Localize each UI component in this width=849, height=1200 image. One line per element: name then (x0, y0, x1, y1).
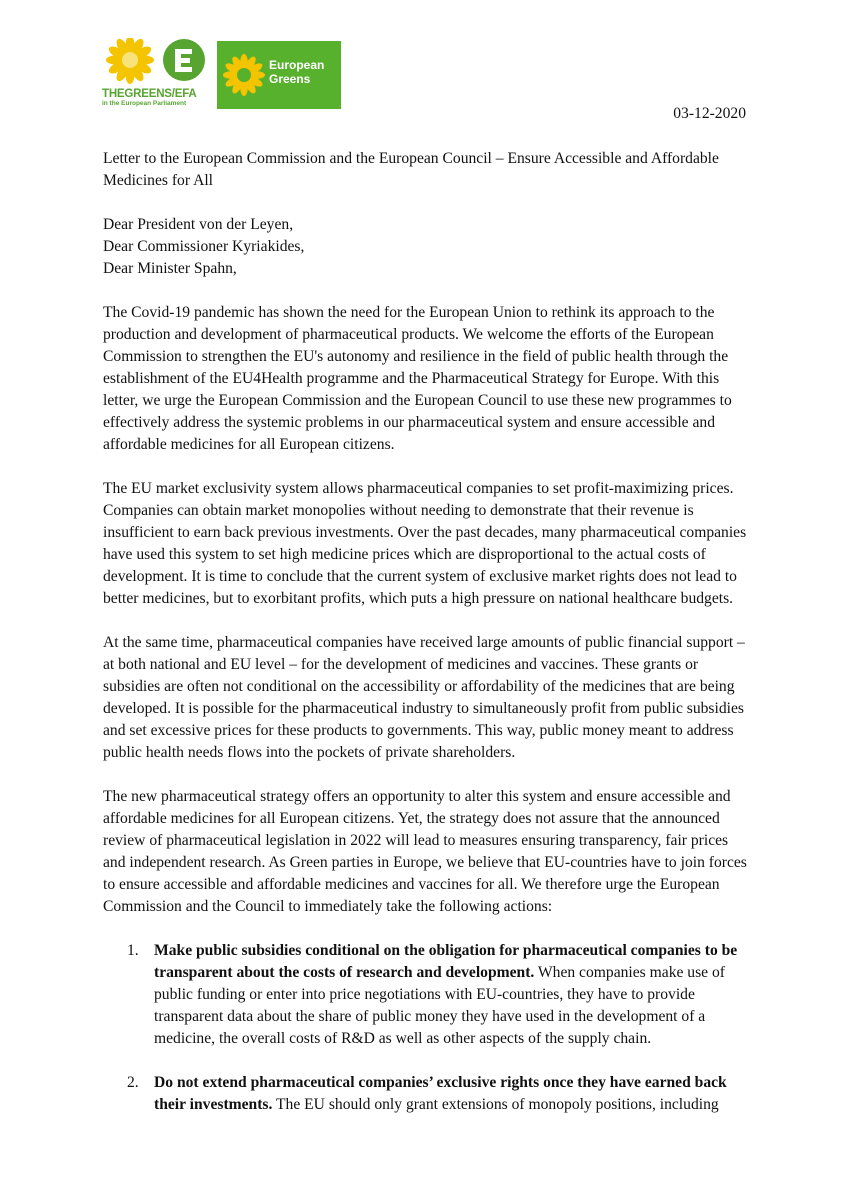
paragraph: The new pharmaceutical strategy offers an opportunity to alter this system and ensure accessible and affordable medicines for all European citizens. Yet, the strategy does not assure that the announced review of pharmaceutical legislation in 2022 will lead to measures ensuring transparency, fair prices and independent research. As Green parties in Europe, we believe that EU-countries have to join forces to ensure accessible and affordable medicines and vaccines for all. We therefore urge the European Commission and the Council to immediately take the following actions: (103, 788, 747, 915)
action-text: When companies make use of public funding or enter into price negotiations with EU-countries, they have to provide transparent data about the share of public money they have used in the development of a medicine, the overall costs of R&D as well as other aspects of the supply chain. (154, 964, 725, 1047)
greens-efa-subtitle: in the European Parliament (102, 100, 187, 107)
salutation-line: Dear President von der Leyen, (103, 216, 294, 233)
action-number: 1. (127, 942, 139, 959)
action-heading: Do not extend pharmaceutical companies’ exclusive rights once they have earned back their investments. (154, 1074, 727, 1113)
greens-efa-logo (102, 38, 210, 108)
letter-subject: Letter to the European Commission and the European Council – Ensure Accessible and Affordable Medicines for All (103, 150, 719, 189)
salutation-line: Dear Minister Spahn, (103, 260, 237, 277)
salutation-line: Dear Commissioner Kyriakides, (103, 238, 305, 255)
action-number: 2. (127, 1074, 139, 1091)
european-greens-name (269, 58, 324, 86)
paragraph: The Covid-19 pandemic has shown the need for the European Union to rethink its approach to the production and development of pharmaceutical products. We welcome the efforts of the European Commission to strengthen the EU's autonomy and resilience in the field of public health through the establishment of the EU4Health programme and the Pharmaceutical Strategy for Europe. With this letter, we urge the European Commission and the European Council to use these new programmes to effectively address the systemic problems in our pharmaceutical system and ensure accessible and affordable medicines for all European citizens. (103, 304, 732, 453)
salutation-block (103, 214, 748, 280)
european-greens-logo (217, 41, 341, 109)
actions-list (103, 940, 748, 1116)
eg-line1: European (269, 58, 325, 72)
action-heading: Make public subsidies conditional on the obligation for pharmaceutical companies to be transparent about the costs of research and development. (154, 942, 738, 981)
action-text: The EU should only grant extensions of monopoly positions, including (272, 1096, 719, 1113)
eg-line2: Greens (269, 72, 311, 86)
letter-date: 03-12-2020 (673, 105, 746, 122)
letter-body (103, 148, 748, 1138)
sunflower-e-icon (102, 38, 210, 88)
european-greens-box (217, 41, 341, 109)
action-item (103, 1072, 748, 1116)
greens-efa-name: THEGREENS/EFA (102, 88, 197, 100)
paragraph: The EU market exclusivity system allows pharmaceutical companies to set profit-maximizing prices. Companies can obtain market monopolies without needing to demonstrate that their revenue is insufficient to earn back previous investments. Over the past decades, many pharmaceutical companies have used this system to set high medicine prices which are disproportional to the actual costs of development. It is time to conclude that the current system of exclusive market rights does not lead to better medicines, but to exorbitant profits, which puts a high pressure on national healthcare budgets. (103, 480, 747, 607)
sunflower-icon (217, 41, 269, 109)
paragraph: At the same time, pharmaceutical companies have received large amounts of public financial support – at both national and EU level – for the development of medicines and vaccines. These grants or subsidies are often not conditional on the accessibility or affordability of the medicines that are being developed. It is possible for the pharmaceutical industry to simultaneously profit from public subsidies and set excessive prices for these products to governments. This way, public money meant to address public health needs flows into the pockets of private shareholders. (103, 634, 745, 761)
action-item (103, 940, 748, 1050)
